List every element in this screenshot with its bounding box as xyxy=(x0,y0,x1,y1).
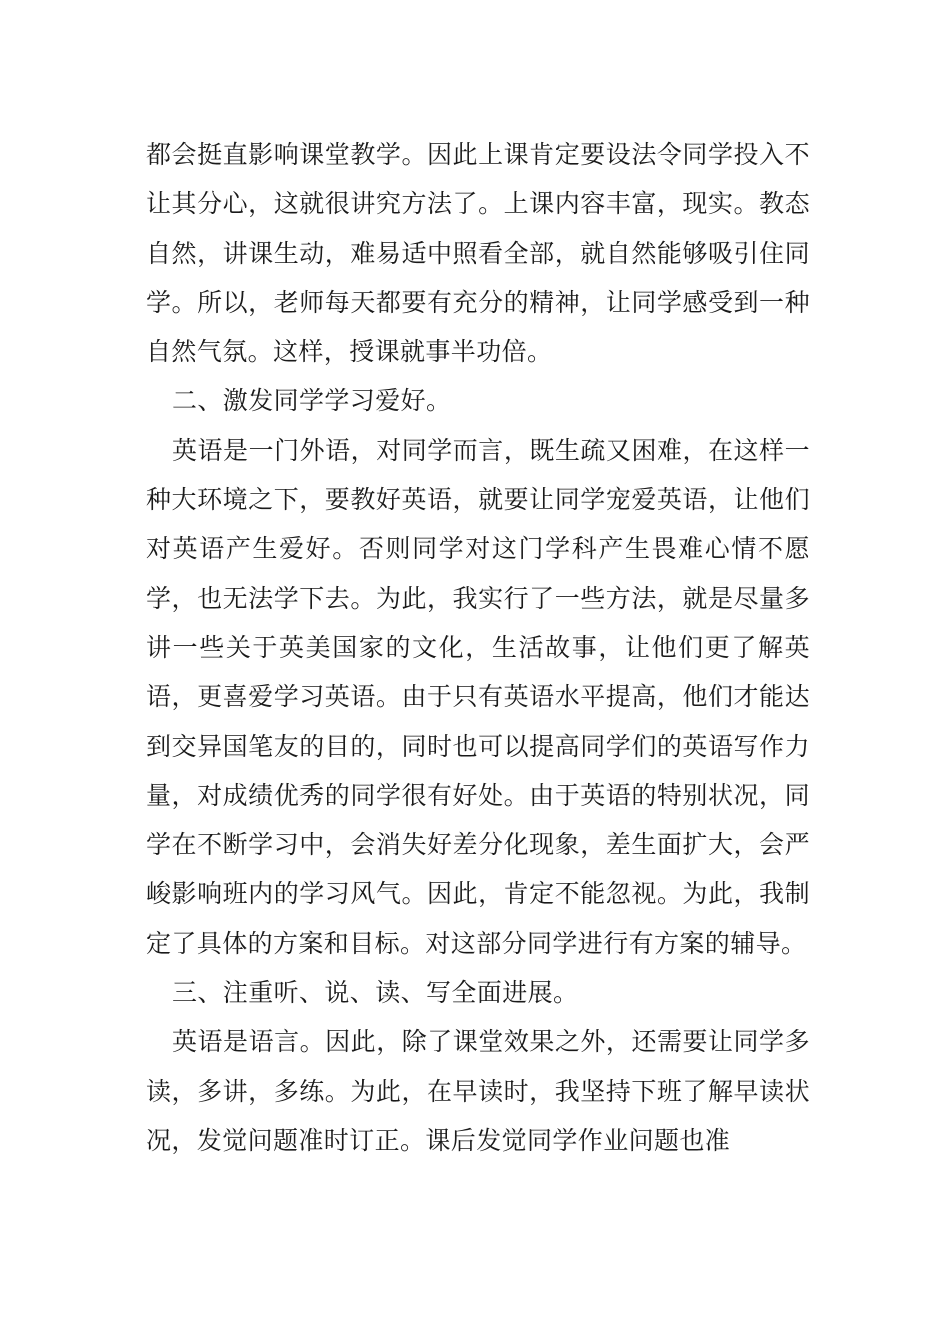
paragraph-interest: 英语是一门外语，对同学而言，既生疏又困难，在这样一种大环境之下，要教好英语，就要让同学宠爱英语，让他们对英语产生爱好。否则同学对这门学科产生畏难心情不愿学，也无法学下去。为此，我实行了一些方法，就是尽量多讲一些关于英美国家的文化，生活故事，让他们更了解英语，更喜爱学习英语。由于只有英语水平提高，他们才能达到交异国笔友的目的，同时也可以提高同学们的英语写作力量，对成绩优秀的同学很有好处。由于英语的特别状况，同学在不断学习中，会消失好差分化现象，差生面扩大，会严峻影响班内的学习风气。因此，肯定不能忽视。为此，我制定了具体的方案和目标。对这部分同学进行有方案的辅导。 xyxy=(146,435,810,958)
section-heading-3: 三、注重听、说、读、写全面进展。 xyxy=(172,978,579,1008)
document-body xyxy=(146,130,810,1165)
paragraph-continued: 都会挺直影响课堂教学。因此上课肯定要设法令同学投入不让其分心，这就很讲究方法了。上课内容丰富，现实。教态自然，讲课生动，难易适中照看全部，就自然能够吸引住同学。所以，老师每天都要有充分的精神，让同学感受到一种自然气氛。这样，授课就事半功倍。 xyxy=(146,140,810,367)
paragraph-language: 英语是语言。因此，除了课堂效果之外，还需要让同学多读，多讲，多练。为此，在早读时，我坚持下班了解早读状况，发觉问题准时订正。课后发觉同学作业问题也准 xyxy=(146,1027,810,1155)
section-heading-2: 二、激发同学学习爱好。 xyxy=(172,386,452,416)
